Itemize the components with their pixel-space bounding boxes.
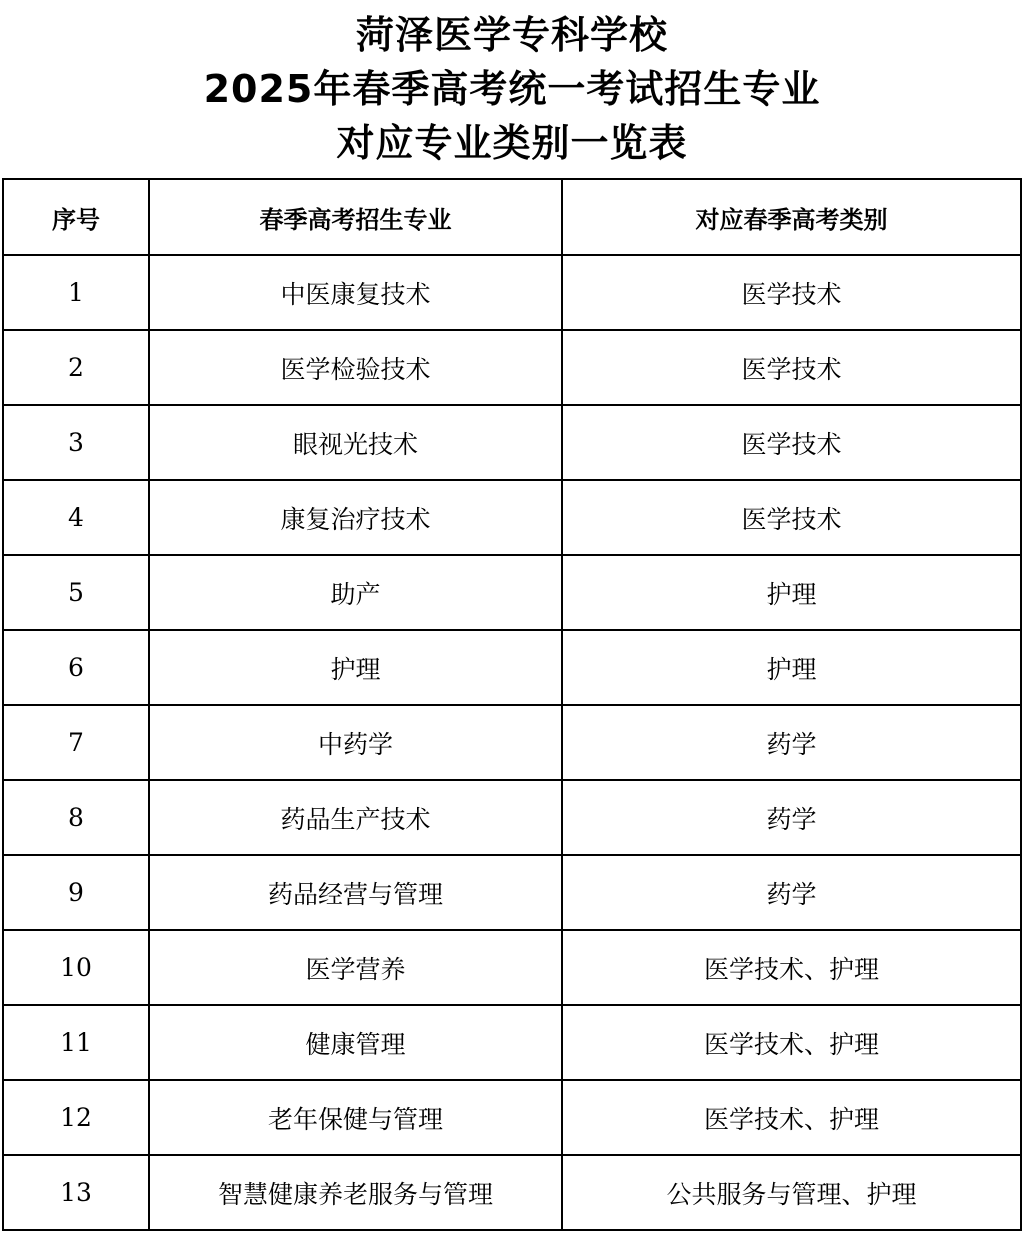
header-major: 春季高考招生专业: [149, 179, 562, 255]
table-row: [3, 255, 1021, 330]
row-category: 医学技术: [562, 480, 1021, 555]
row-index: 9: [3, 855, 149, 930]
table-row: [3, 330, 1021, 405]
row-index: 13: [3, 1155, 149, 1230]
table-row: [3, 405, 1021, 480]
row-index: 11: [3, 1005, 149, 1080]
row-major: 智慧健康养老服务与管理: [149, 1155, 562, 1230]
title-exam-name: 2025年春季高考统一考试招生专业: [203, 67, 821, 111]
table-row: [3, 555, 1021, 630]
row-index: 5: [3, 555, 149, 630]
row-major: 医学营养: [149, 930, 562, 1005]
row-category: 医学技术: [562, 405, 1021, 480]
header-index: 序号: [3, 179, 149, 255]
row-major: 健康管理: [149, 1005, 562, 1080]
row-major: 中药学: [149, 705, 562, 780]
table-row: [3, 780, 1021, 855]
title-school-name: 菏泽医学专科学校: [355, 13, 668, 57]
row-major: 助产: [149, 555, 562, 630]
table-row: [3, 480, 1021, 555]
row-index: 8: [3, 780, 149, 855]
table-header-row: [3, 179, 1021, 255]
row-category: 药学: [562, 705, 1021, 780]
row-index: 10: [3, 930, 149, 1005]
row-index: 12: [3, 1080, 149, 1155]
document-title: [0, 0, 1024, 178]
row-index: 1: [3, 255, 149, 330]
table-row: [3, 1155, 1021, 1230]
table-row: [3, 855, 1021, 930]
row-category: 医学技术: [562, 330, 1021, 405]
row-major: 康复治疗技术: [149, 480, 562, 555]
row-index: 4: [3, 480, 149, 555]
table-row: [3, 1005, 1021, 1080]
row-category: 护理: [562, 555, 1021, 630]
row-category: 医学技术: [562, 255, 1021, 330]
row-major: 护理: [149, 630, 562, 705]
table-row: [3, 630, 1021, 705]
table-row: [3, 705, 1021, 780]
row-major: 中医康复技术: [149, 255, 562, 330]
row-major: 眼视光技术: [149, 405, 562, 480]
row-category: 护理: [562, 630, 1021, 705]
row-major: 医学检验技术: [149, 330, 562, 405]
majors-table: [2, 178, 1022, 1231]
row-index: 2: [3, 330, 149, 405]
row-major: 药品经营与管理: [149, 855, 562, 930]
row-category: 医学技术、护理: [562, 1080, 1021, 1155]
row-index: 6: [3, 630, 149, 705]
row-index: 7: [3, 705, 149, 780]
row-category: 公共服务与管理、护理: [562, 1155, 1021, 1230]
header-category: 对应春季高考类别: [562, 179, 1021, 255]
row-category: 医学技术、护理: [562, 1005, 1021, 1080]
row-category: 药学: [562, 780, 1021, 855]
row-major: 老年保健与管理: [149, 1080, 562, 1155]
row-index: 3: [3, 405, 149, 480]
table-row: [3, 1080, 1021, 1155]
row-category: 药学: [562, 855, 1021, 930]
row-category: 医学技术、护理: [562, 930, 1021, 1005]
row-major: 药品生产技术: [149, 780, 562, 855]
title-table-name: 对应专业类别一览表: [336, 121, 688, 165]
table-row: [3, 930, 1021, 1005]
